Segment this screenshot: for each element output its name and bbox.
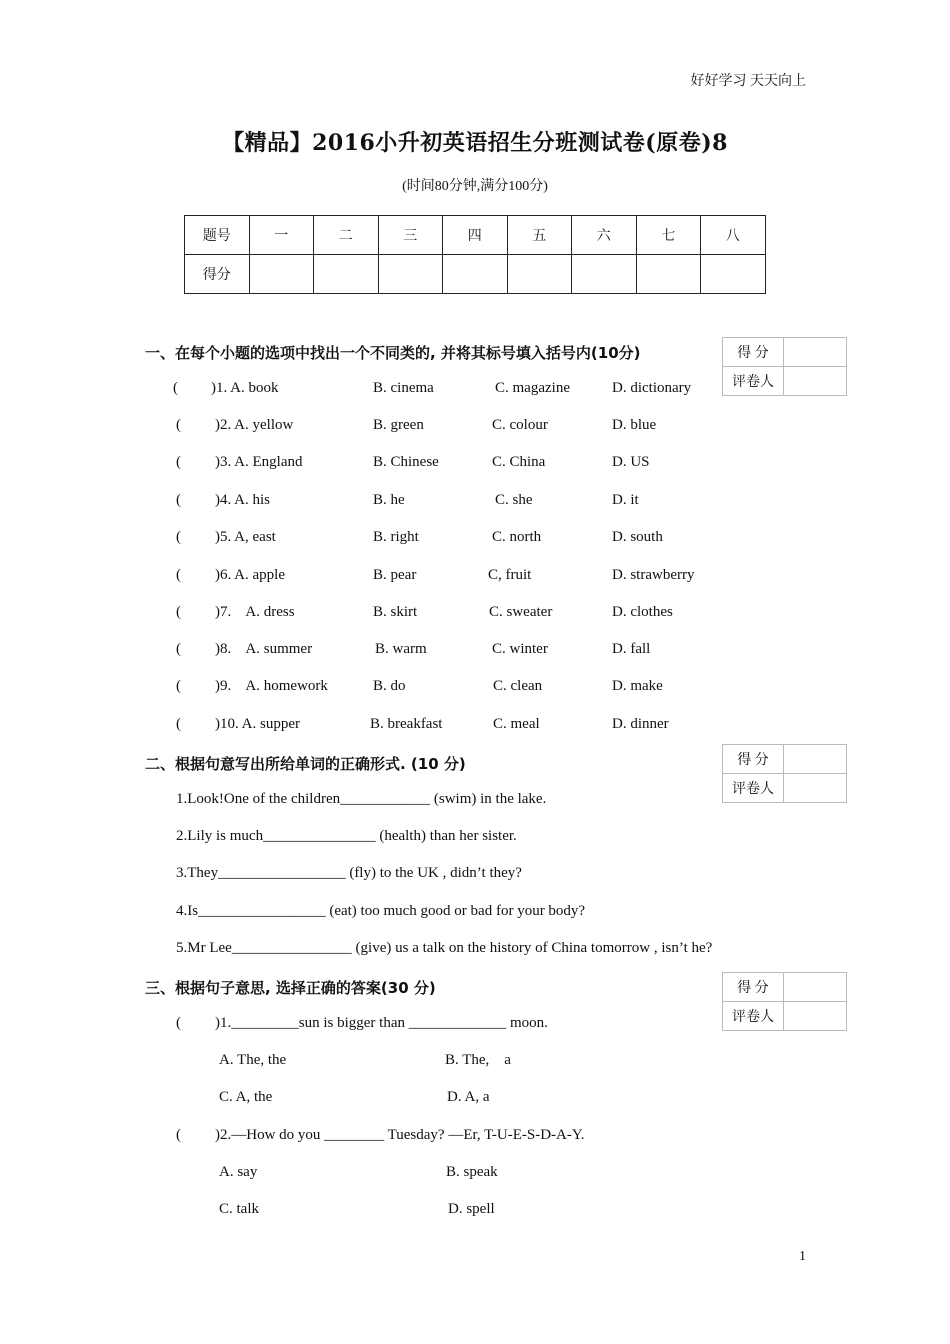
- option-c: C. meal: [493, 716, 540, 732]
- answer-paren[interactable]: (: [176, 567, 181, 583]
- question-number: )5. A, east: [215, 529, 276, 545]
- grader-score-field[interactable]: [784, 338, 847, 367]
- score-table-cell: 六: [572, 216, 637, 255]
- answer-paren[interactable]: (: [176, 716, 181, 732]
- option-b: B. cinema: [373, 380, 434, 396]
- question-stem: )1._________sun is bigger than _____________ moon.: [215, 1015, 548, 1031]
- section-3-heading: 三、根据句子意思, 选择正确的答案(30 分): [145, 979, 436, 997]
- option-c: C, fruit: [488, 567, 532, 583]
- score-table-cell: [507, 255, 572, 294]
- score-table-cell: [378, 255, 443, 294]
- score-table-cell: 四: [443, 216, 508, 255]
- score-table-cell: 一: [249, 216, 314, 255]
- option-c: C. magazine: [495, 380, 570, 396]
- page-number: 1: [799, 1249, 806, 1264]
- option-c: C. colour: [492, 417, 548, 433]
- option-a: A. The, the: [219, 1052, 287, 1068]
- option-b: B. he: [373, 492, 405, 508]
- grader-box-1: [722, 337, 847, 396]
- section-1-heading: 一、在每个小题的选项中找出一个不同类的, 并将其标号填入括号内(10分): [145, 344, 641, 362]
- option-c: C. talk: [219, 1201, 259, 1217]
- option-c: C. China: [492, 454, 546, 470]
- grader-name-label: 评卷人: [723, 1002, 784, 1031]
- option-d: D. US: [612, 454, 650, 470]
- score-table-cell: [572, 255, 637, 294]
- option-d: D. strawberry: [612, 567, 695, 583]
- option-d: D. south: [612, 529, 663, 545]
- score-table-score-row: [185, 255, 766, 294]
- question-stem: )2.—How do you ________ Tuesday? —Er, T-U-E-S-D-A-Y.: [215, 1127, 585, 1143]
- grader-name-field[interactable]: [784, 774, 847, 803]
- grader-score-field[interactable]: [784, 745, 847, 774]
- fill-in-question[interactable]: 2.Lily is much_______________ (health) than her sister.: [176, 828, 517, 844]
- option-b: B. right: [373, 529, 419, 545]
- option-d: D. it: [612, 492, 639, 508]
- score-table-cell: 五: [507, 216, 572, 255]
- option-c: C. sweater: [489, 604, 553, 620]
- grader-score-label: 得 分: [723, 338, 784, 367]
- answer-paren[interactable]: (: [176, 604, 181, 620]
- question-number: )3. A. England: [215, 454, 303, 470]
- option-d: D. clothes: [612, 604, 673, 620]
- score-table: [184, 215, 766, 294]
- grader-score-label: 得 分: [723, 973, 784, 1002]
- score-table-cell: [701, 255, 766, 294]
- answer-paren[interactable]: (: [173, 380, 178, 396]
- question-number: )1. A. book: [211, 380, 279, 396]
- option-b: B. green: [373, 417, 424, 433]
- answer-paren[interactable]: (: [176, 641, 181, 657]
- option-b: B. The, a: [445, 1052, 511, 1068]
- option-c: C. A, the: [219, 1089, 273, 1105]
- option-b: B. Chinese: [373, 454, 439, 470]
- score-table-cell: 题号: [185, 216, 250, 255]
- option-a: A. say: [219, 1164, 258, 1180]
- grader-name-label: 评卷人: [723, 774, 784, 803]
- grader-score-field[interactable]: [784, 973, 847, 1002]
- question-number: )4. A. his: [215, 492, 271, 508]
- grader-box-2: [722, 744, 847, 803]
- fill-in-question[interactable]: 3.They_________________ (fly) to the UK , didn’t they?: [176, 865, 522, 881]
- question-number: )10. A. supper: [215, 716, 300, 732]
- fill-in-question[interactable]: 1.Look!One of the children____________ (swim) in the lake.: [176, 791, 547, 807]
- option-b: B. do: [373, 678, 406, 694]
- score-table-cell: 七: [636, 216, 701, 255]
- score-table-cell: [314, 255, 379, 294]
- score-table-cell: 八: [701, 216, 766, 255]
- option-d: D. make: [612, 678, 663, 694]
- option-d: D. spell: [448, 1201, 495, 1217]
- score-table-header-row: [185, 216, 766, 255]
- answer-paren[interactable]: (: [176, 1127, 181, 1143]
- option-d: D. blue: [612, 417, 657, 433]
- header-motto: 好好学习 天天向上: [690, 74, 806, 89]
- answer-paren[interactable]: (: [176, 417, 181, 433]
- question-number: )6. A. apple: [215, 567, 285, 583]
- page-subtitle: (时间80分钟,满分100分): [402, 179, 548, 194]
- option-c: C. clean: [493, 678, 543, 694]
- option-d: D. dictionary: [612, 380, 692, 396]
- question-number: )2. A. yellow: [215, 417, 294, 433]
- option-d: D. A, a: [447, 1089, 490, 1105]
- fill-in-question[interactable]: 5.Mr Lee________________ (give) us a talk on the history of China tomorrow , isn’t he?: [176, 940, 713, 956]
- score-table-cell: 得分: [185, 255, 250, 294]
- grader-name-label: 评卷人: [723, 367, 784, 396]
- grader-score-label: 得 分: [723, 745, 784, 774]
- fill-in-question[interactable]: 4.Is_________________ (eat) too much good or bad for your body?: [176, 903, 586, 919]
- option-b: B. speak: [446, 1164, 498, 1180]
- question-number: )8. A. summer: [215, 641, 313, 657]
- section-2-heading: 二、根据句意写出所给单词的正确形式. (10 分): [145, 755, 466, 773]
- answer-paren[interactable]: (: [176, 529, 181, 545]
- option-b: B. breakfast: [370, 716, 443, 732]
- option-d: D. dinner: [612, 716, 669, 732]
- grader-name-field[interactable]: [784, 1002, 847, 1031]
- score-table-cell: 三: [378, 216, 443, 255]
- grader-name-field[interactable]: [784, 367, 847, 396]
- question-number: )9. A. homework: [215, 678, 328, 694]
- grader-box-3: [722, 972, 847, 1031]
- score-table-cell: [636, 255, 701, 294]
- page-title: 【精品】2016小升初英语招生分班测试卷(原卷)8: [222, 130, 728, 156]
- option-b: B. pear: [373, 567, 417, 583]
- score-table-cell: [443, 255, 508, 294]
- answer-paren[interactable]: (: [176, 454, 181, 470]
- option-d: D. fall: [612, 641, 651, 657]
- answer-paren[interactable]: (: [176, 1015, 181, 1031]
- answer-paren[interactable]: (: [176, 492, 181, 508]
- score-table-cell: 二: [314, 216, 379, 255]
- option-c: C. winter: [492, 641, 548, 657]
- answer-paren[interactable]: (: [176, 678, 181, 694]
- option-c: C. she: [495, 492, 533, 508]
- score-table-cell: [249, 255, 314, 294]
- option-c: C. north: [492, 529, 542, 545]
- question-number: )7. A. dress: [215, 604, 295, 620]
- option-b: B. skirt: [373, 604, 418, 620]
- option-b: B. warm: [375, 641, 427, 657]
